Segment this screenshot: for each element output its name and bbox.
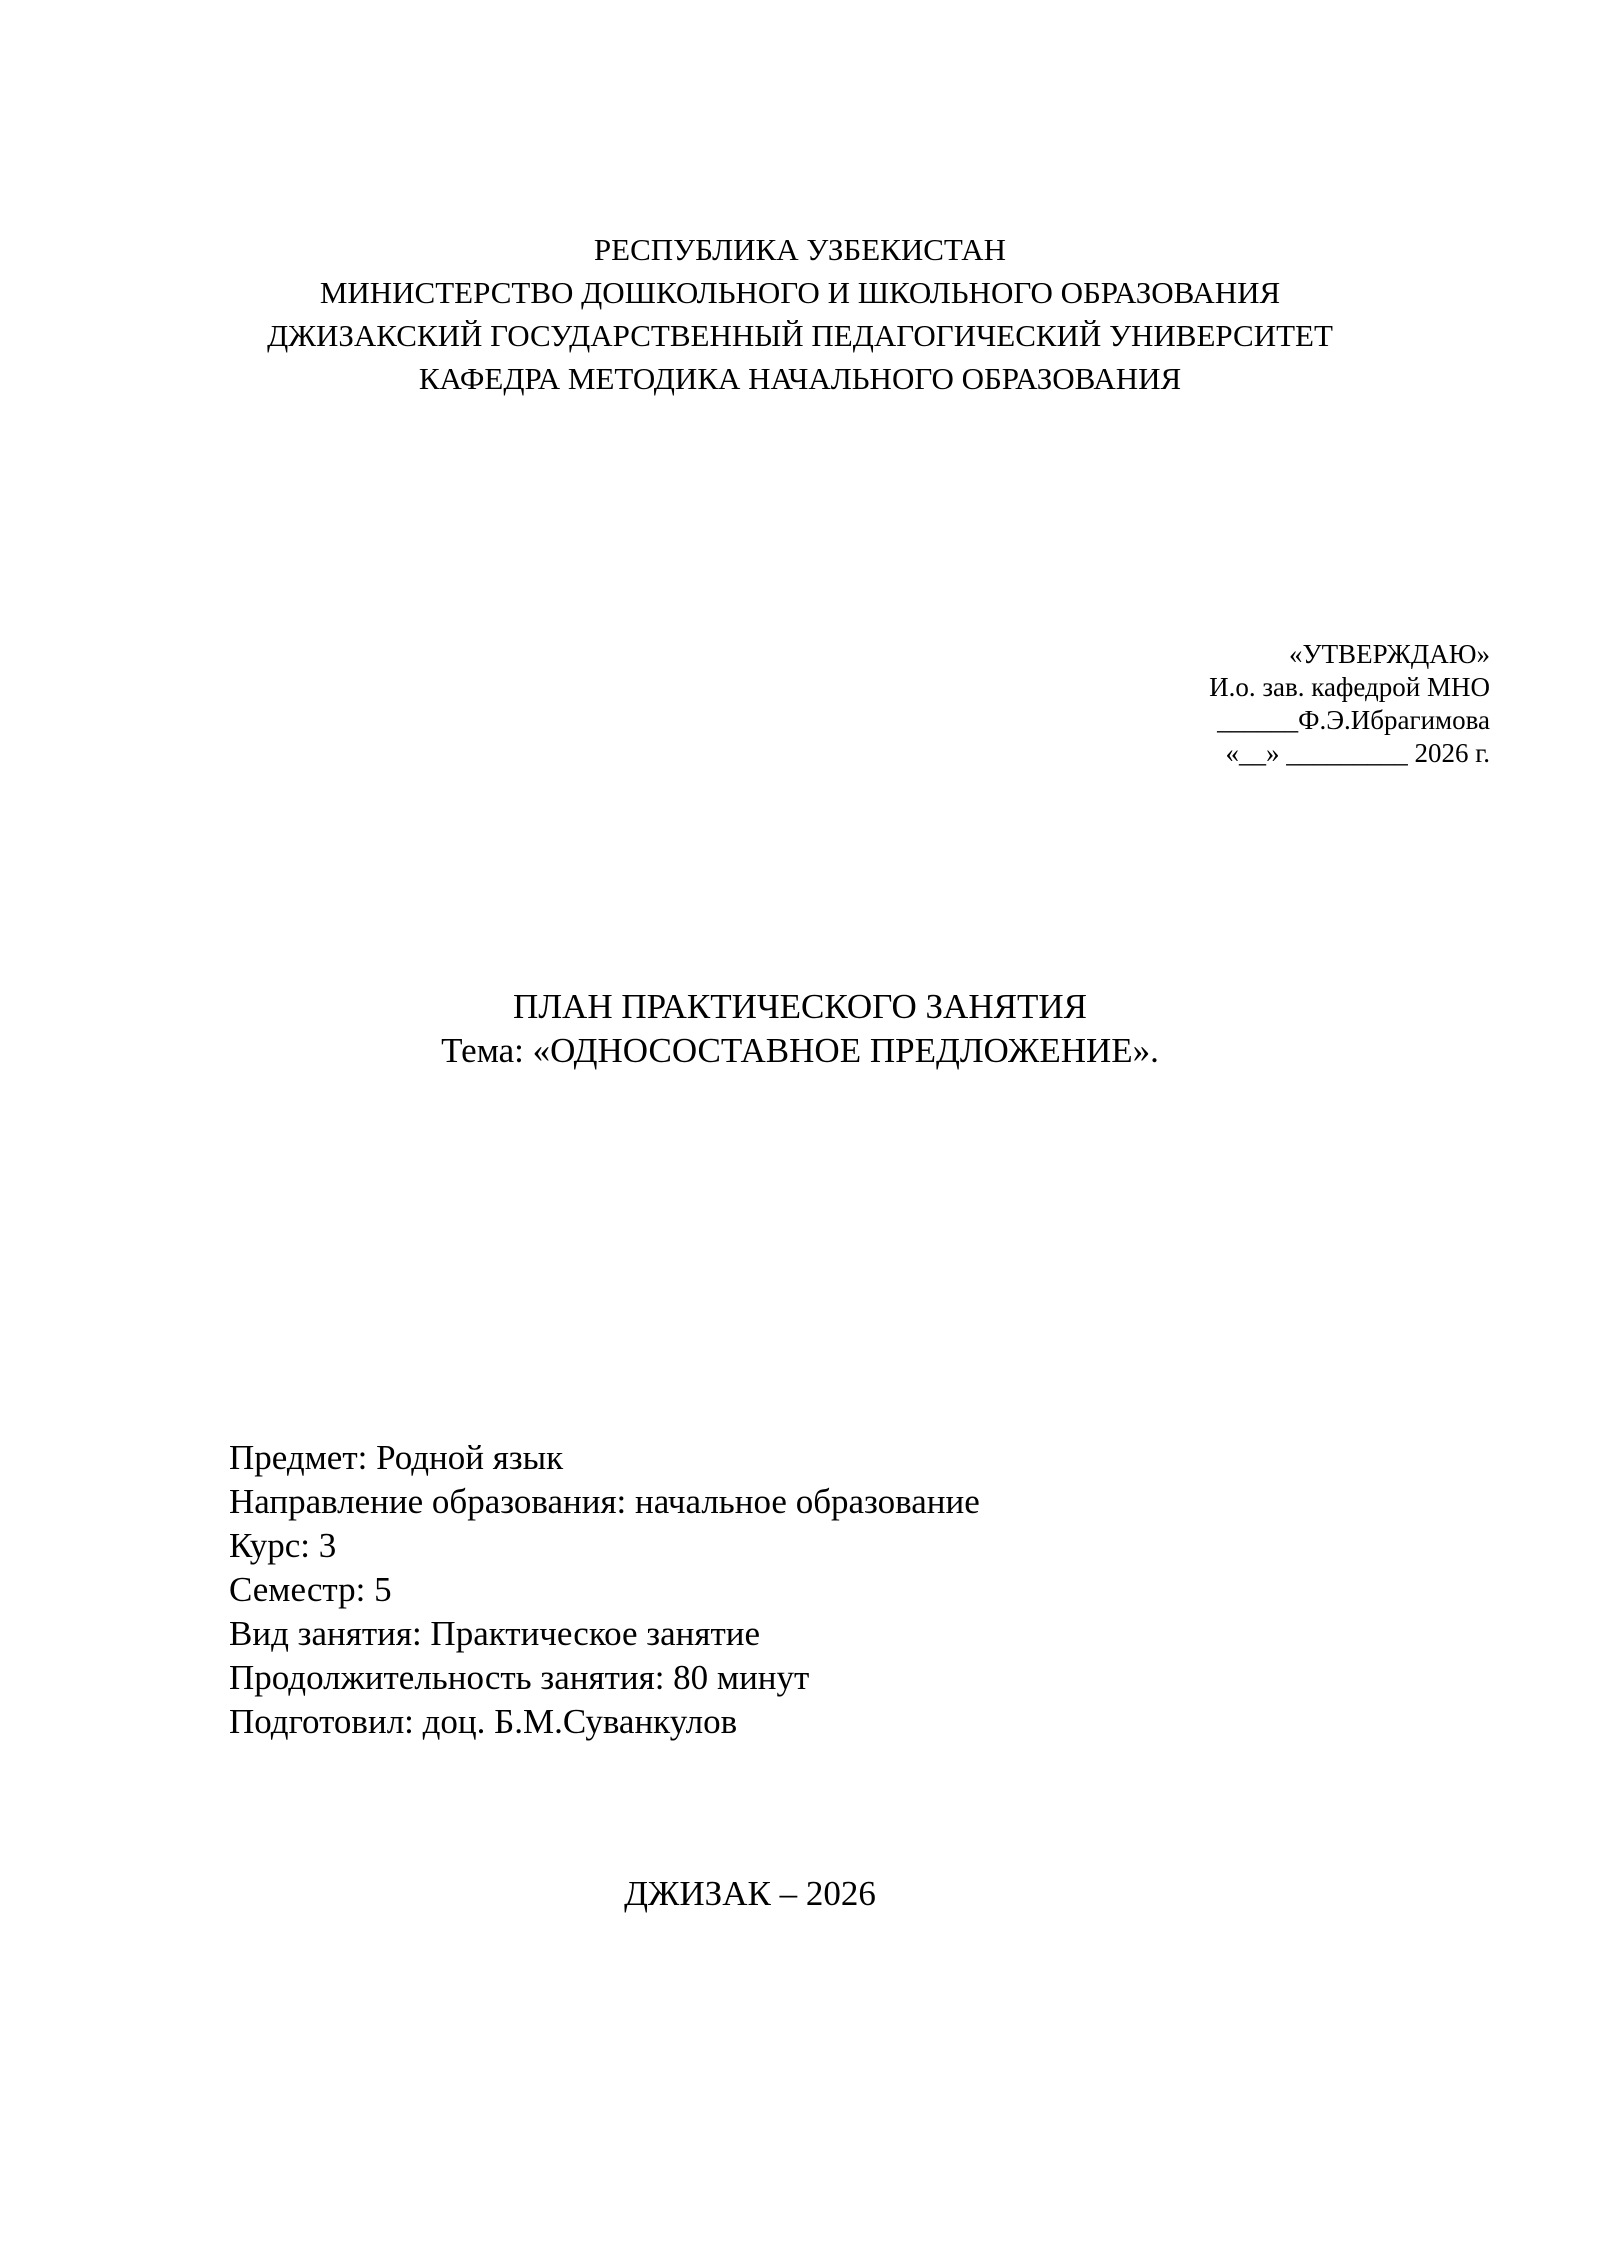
course-details [229, 1436, 1429, 1744]
topic-title: Тема: «ОДНОСОСТАВНОЕ ПРЕДЛОЖЕНИЕ». [441, 1031, 1159, 1070]
city-year-footer: ДЖИЗАК – 2026 [624, 1874, 876, 1913]
semester-line: Семестр: 5 [229, 1570, 392, 1609]
department-line: КАФЕДРА МЕТОДИКА НАЧАЛЬНОГО ОБРАЗОВАНИЯ [418, 361, 1182, 396]
document-title [0, 985, 1600, 1073]
approval-date: «__» _________ 2026 г. [1225, 738, 1490, 768]
plan-title: ПЛАН ПРАКТИЧЕСКОГО ЗАНЯТИЯ [513, 987, 1087, 1026]
institution-header [0, 228, 1600, 400]
duration-line: Продолжительность занятия: 80 минут [229, 1658, 810, 1697]
subject-line: Предмет: Родной язык [229, 1438, 564, 1477]
author-line: Подготовил: доц. Б.М.Суванкулов [229, 1702, 738, 1741]
lesson-type-line: Вид занятия: Практическое занятие [229, 1614, 761, 1653]
approval-signature: ______Ф.Э.Ибрагимова [1217, 705, 1490, 735]
approval-block [1070, 638, 1490, 770]
course-line: Курс: 3 [229, 1526, 337, 1565]
approval-label: «УТВЕРЖДАЮ» [1288, 639, 1490, 669]
university-line: ДЖИЗАКСКИЙ ГОСУДАРСТВЕННЫЙ ПЕДАГОГИЧЕСКИЙ УНИВЕРСИТЕТ [267, 318, 1333, 353]
education-direction-line: Направление образования: начальное образование [229, 1482, 980, 1521]
approval-position: И.о. зав. кафедрой МНО [1209, 672, 1490, 702]
ministry-line: МИНИСТЕРСТВО ДОШКОЛЬНОГО И ШКОЛЬНОГО ОБРАЗОВАНИЯ [319, 275, 1281, 310]
country-line: РЕСПУБЛИКА УЗБЕКИСТАН [593, 232, 1007, 267]
